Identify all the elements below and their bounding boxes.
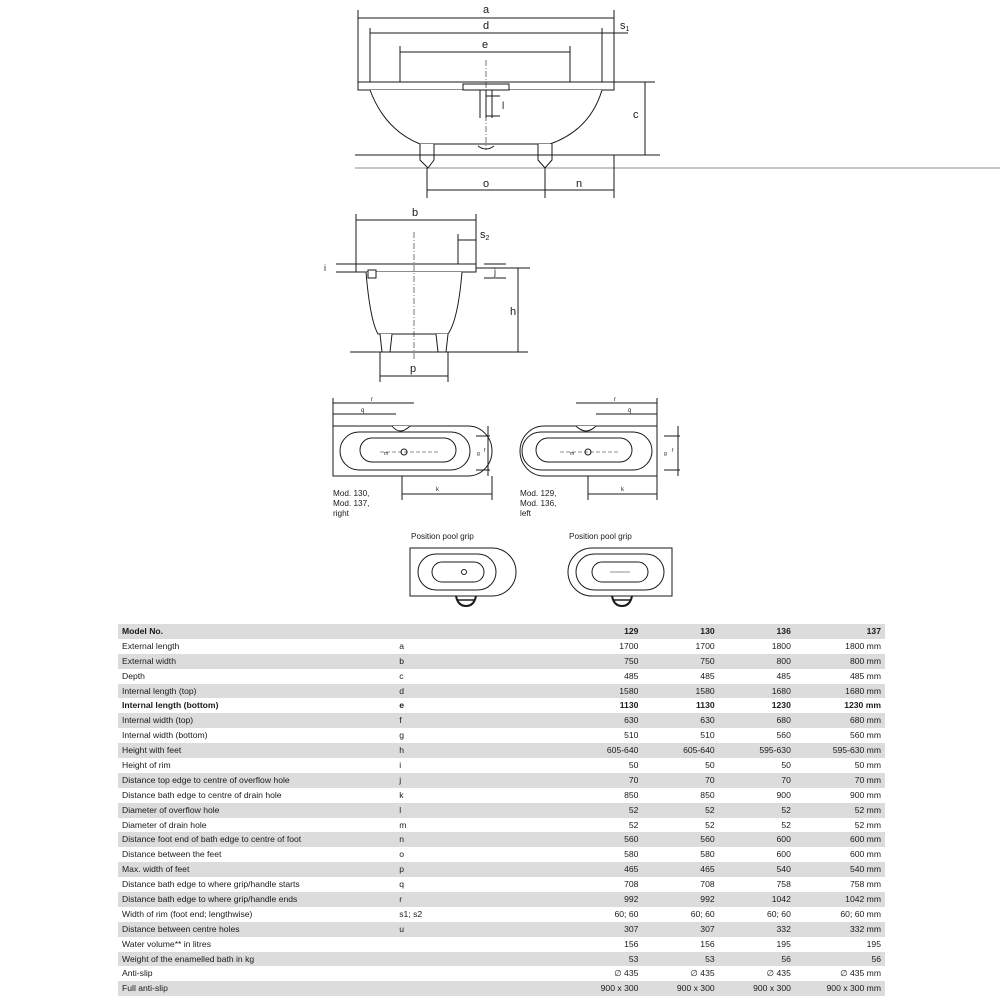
row-value-130: 52: [642, 803, 718, 818]
row-label: Distance bath edge to centre of drain hole: [118, 788, 395, 803]
row-value-130: 1700: [642, 639, 718, 654]
row-value-136: 800: [719, 654, 795, 669]
row-value-129: 60; 60: [566, 907, 642, 922]
row-value-129: 850: [566, 788, 642, 803]
row-value-130: 750: [642, 654, 718, 669]
dim-label-b: b: [412, 207, 419, 219]
row-value-129: 708: [566, 877, 642, 892]
specification-table: [118, 624, 885, 996]
row-symbol: u: [395, 922, 566, 937]
row-value-136: 50: [719, 758, 795, 773]
row-value-130: 1130: [642, 698, 718, 713]
row-value-136: 60; 60: [719, 907, 795, 922]
row-value-130: ∅ 435: [642, 966, 718, 981]
pool-grip-caption-1: Position pool grip: [411, 532, 474, 541]
dim-label-q-left: q: [628, 408, 632, 414]
row-value-129: 52: [566, 818, 642, 833]
row-label: Distance bath edge to where grip/handle starts: [118, 877, 395, 892]
header-model-130: 130: [642, 624, 718, 639]
row-label: Distance between the feet: [118, 847, 395, 862]
table-row: [118, 937, 885, 952]
header-model-136: 136: [719, 624, 795, 639]
row-value-136: 1680: [719, 684, 795, 699]
row-label: Distance foot end of bath edge to centre of foot: [118, 832, 395, 847]
row-value-136: 1800: [719, 639, 795, 654]
row-value-136: 560: [719, 728, 795, 743]
row-value-136: 1230: [719, 698, 795, 713]
row-value-129: 465: [566, 862, 642, 877]
row-label: Weight of the enamelled bath in kg: [118, 952, 395, 967]
row-value-136: 758: [719, 877, 795, 892]
row-label: Distance bath edge to where grip/handle ends: [118, 892, 395, 907]
table-row: [118, 981, 885, 996]
row-value-129: 580: [566, 847, 642, 862]
row-value-137: 1680 mm: [795, 684, 885, 699]
table-row: [118, 803, 885, 818]
row-value-129: 1700: [566, 639, 642, 654]
side-elevation-drawing: [355, 10, 1000, 198]
table-row: [118, 773, 885, 788]
dim-label-q-right: q: [361, 408, 365, 414]
row-symbol: [395, 952, 566, 967]
row-value-137: 680 mm: [795, 713, 885, 728]
pool-grip-caption-2: Position pool grip: [569, 532, 632, 541]
row-value-136: 900: [719, 788, 795, 803]
table-row: [118, 892, 885, 907]
row-label: Internal length (bottom): [118, 698, 395, 713]
dim-label-g-right: g: [477, 451, 480, 457]
row-value-137: 52 mm: [795, 803, 885, 818]
row-label: Internal width (bottom): [118, 728, 395, 743]
row-symbol: b: [395, 654, 566, 669]
row-value-129: 1130: [566, 698, 642, 713]
row-value-129: 1580: [566, 684, 642, 699]
row-value-130: 70: [642, 773, 718, 788]
row-label: External width: [118, 654, 395, 669]
row-value-136: 680: [719, 713, 795, 728]
row-symbol: s1; s2: [395, 907, 566, 922]
row-value-137: 332 mm: [795, 922, 885, 937]
dim-label-h: h: [510, 306, 517, 318]
row-value-129: 307: [566, 922, 642, 937]
row-value-136: 900 x 300: [719, 981, 795, 996]
row-value-129: 630: [566, 713, 642, 728]
row-value-129: 605-640: [566, 743, 642, 758]
row-value-129: 156: [566, 937, 642, 952]
row-symbol: a: [395, 639, 566, 654]
row-value-137: 485 mm: [795, 669, 885, 684]
row-value-136: 595-630: [719, 743, 795, 758]
table-row: [118, 922, 885, 937]
row-value-137: ∅ 435 mm: [795, 966, 885, 981]
header-symbol: [395, 624, 566, 639]
row-value-130: 52: [642, 818, 718, 833]
row-label: Depth: [118, 669, 395, 684]
row-value-137: 56: [795, 952, 885, 967]
caption-left-2: Mod. 136,: [520, 499, 557, 508]
row-value-136: 195: [719, 937, 795, 952]
row-value-130: 510: [642, 728, 718, 743]
row-value-130: 50: [642, 758, 718, 773]
row-value-130: 605-640: [642, 743, 718, 758]
row-label: Water volume** in litres: [118, 937, 395, 952]
row-value-137: 1800 mm: [795, 639, 885, 654]
row-value-137: 560 mm: [795, 728, 885, 743]
dim-label-p: p: [410, 363, 417, 375]
dim-label-n: n: [576, 178, 583, 190]
caption-right-1: Mod. 130,: [333, 489, 370, 498]
row-value-137: 60; 60 mm: [795, 907, 885, 922]
row-value-129: 750: [566, 654, 642, 669]
table-row: [118, 639, 885, 654]
row-label: Max. width of feet: [118, 862, 395, 877]
row-value-137: 800 mm: [795, 654, 885, 669]
row-value-130: 156: [642, 937, 718, 952]
row-value-137: 600 mm: [795, 847, 885, 862]
table-row: [118, 966, 885, 981]
dim-label-s1: s1: [620, 20, 630, 33]
row-value-137: 600 mm: [795, 832, 885, 847]
dim-label-d: d: [483, 20, 490, 32]
row-value-129: 53: [566, 952, 642, 967]
table-row: [118, 877, 885, 892]
row-symbol: r: [395, 892, 566, 907]
row-label: Internal length (top): [118, 684, 395, 699]
row-value-129: 510: [566, 728, 642, 743]
row-value-129: 70: [566, 773, 642, 788]
row-symbol: m: [395, 818, 566, 833]
table-row: [118, 952, 885, 967]
row-value-136: 52: [719, 818, 795, 833]
row-value-130: 307: [642, 922, 718, 937]
row-symbol: n: [395, 832, 566, 847]
row-symbol: i: [395, 758, 566, 773]
dim-label-g-left: g: [664, 451, 667, 457]
row-value-130: 992: [642, 892, 718, 907]
row-value-137: 1042 mm: [795, 892, 885, 907]
row-label: Full anti-slip: [118, 981, 395, 996]
row-value-129: 52: [566, 803, 642, 818]
dim-label-j: j: [494, 267, 496, 277]
row-symbol: d: [395, 684, 566, 699]
row-label: Diameter of drain hole: [118, 818, 395, 833]
row-symbol: [395, 981, 566, 996]
row-symbol: q: [395, 877, 566, 892]
row-value-130: 60; 60: [642, 907, 718, 922]
dim-label-e: e: [482, 39, 489, 51]
row-value-130: 53: [642, 952, 718, 967]
table-row: [118, 862, 885, 877]
row-label: Internal width (top): [118, 713, 395, 728]
dim-label-m-right: m: [384, 451, 389, 457]
dim-label-f-right: f: [484, 448, 486, 454]
plan-view-right: [333, 398, 492, 500]
row-value-136: 485: [719, 669, 795, 684]
row-label: Diameter of overflow hole: [118, 803, 395, 818]
table-row: [118, 654, 885, 669]
dim-label-f-left: f: [672, 448, 674, 454]
dim-label-c: c: [633, 109, 639, 121]
dim-label-o: o: [483, 178, 490, 190]
caption-left-3: left: [520, 509, 531, 518]
row-value-129: 485: [566, 669, 642, 684]
row-value-130: 560: [642, 832, 718, 847]
row-symbol: c: [395, 669, 566, 684]
row-value-136: 600: [719, 832, 795, 847]
table-row: [118, 758, 885, 773]
row-symbol: [395, 937, 566, 952]
row-value-137: 52 mm: [795, 818, 885, 833]
dim-label-s2: s2: [480, 229, 490, 242]
row-value-136: 52: [719, 803, 795, 818]
row-value-130: 708: [642, 877, 718, 892]
row-label: Width of rim (foot end; lengthwise): [118, 907, 395, 922]
row-symbol: f: [395, 713, 566, 728]
dim-label-l: l: [502, 101, 505, 112]
pool-grip-view-1: [410, 548, 516, 606]
row-value-130: 630: [642, 713, 718, 728]
row-value-137: 900 mm: [795, 788, 885, 803]
caption-right-3: right: [333, 509, 349, 518]
row-symbol: h: [395, 743, 566, 758]
table-row: [118, 698, 885, 713]
row-value-130: 850: [642, 788, 718, 803]
table-row: [118, 684, 885, 699]
row-value-129: 900 x 300: [566, 981, 642, 996]
row-value-136: 600: [719, 847, 795, 862]
row-value-130: 900 x 300: [642, 981, 718, 996]
row-value-136: 540: [719, 862, 795, 877]
row-label: Height with feet: [118, 743, 395, 758]
row-value-136: 70: [719, 773, 795, 788]
row-symbol: l: [395, 803, 566, 818]
row-symbol: g: [395, 728, 566, 743]
row-value-137: 900 x 300 mm: [795, 981, 885, 996]
row-symbol: j: [395, 773, 566, 788]
row-value-130: 485: [642, 669, 718, 684]
pool-grip-view-2: [568, 548, 672, 606]
row-value-136: 56: [719, 952, 795, 967]
table-row: [118, 847, 885, 862]
row-value-137: 595-630 mm: [795, 743, 885, 758]
row-value-137: 540 mm: [795, 862, 885, 877]
row-value-130: 1580: [642, 684, 718, 699]
table-row: [118, 832, 885, 847]
row-value-137: 70 mm: [795, 773, 885, 788]
row-label: Distance top edge to centre of overflow hole: [118, 773, 395, 788]
caption-right-2: Mod. 137,: [333, 499, 370, 508]
row-value-136: 332: [719, 922, 795, 937]
row-value-136: 1042: [719, 892, 795, 907]
row-value-137: 50 mm: [795, 758, 885, 773]
row-label: Anti-slip: [118, 966, 395, 981]
cross-section-drawing: [336, 214, 530, 382]
header-model-137: 137: [795, 624, 885, 639]
dim-label-r-left: r: [614, 397, 616, 403]
table-header-row: [118, 624, 885, 639]
dim-label-i: i: [324, 263, 326, 273]
dim-label-r-right: r: [371, 397, 373, 403]
row-value-129: 560: [566, 832, 642, 847]
table-row: [118, 728, 885, 743]
dim-label-m-left: m: [570, 451, 575, 457]
table-row: [118, 818, 885, 833]
caption-left-1: Mod. 129,: [520, 489, 557, 498]
header-label: Model No.: [118, 624, 395, 639]
dim-label-a: a: [483, 4, 490, 16]
row-value-129: ∅ 435: [566, 966, 642, 981]
row-label: Height of rim: [118, 758, 395, 773]
row-symbol: e: [395, 698, 566, 713]
row-symbol: k: [395, 788, 566, 803]
plan-view-left: [520, 398, 680, 500]
row-symbol: [395, 966, 566, 981]
row-label: External length: [118, 639, 395, 654]
row-value-129: 50: [566, 758, 642, 773]
row-symbol: p: [395, 862, 566, 877]
row-value-129: 992: [566, 892, 642, 907]
dim-label-k-left: k: [621, 487, 624, 493]
row-label: Distance between centre holes: [118, 922, 395, 937]
row-value-130: 580: [642, 847, 718, 862]
dim-label-k-right: k: [436, 487, 439, 493]
table-row: [118, 669, 885, 684]
row-symbol: o: [395, 847, 566, 862]
table-row: [118, 713, 885, 728]
table-row: [118, 907, 885, 922]
row-value-130: 465: [642, 862, 718, 877]
row-value-137: 758 mm: [795, 877, 885, 892]
row-value-136: ∅ 435: [719, 966, 795, 981]
table-row: [118, 743, 885, 758]
table-row: [118, 788, 885, 803]
header-model-129: 129: [566, 624, 642, 639]
row-value-137: 195: [795, 937, 885, 952]
row-value-137: 1230 mm: [795, 698, 885, 713]
